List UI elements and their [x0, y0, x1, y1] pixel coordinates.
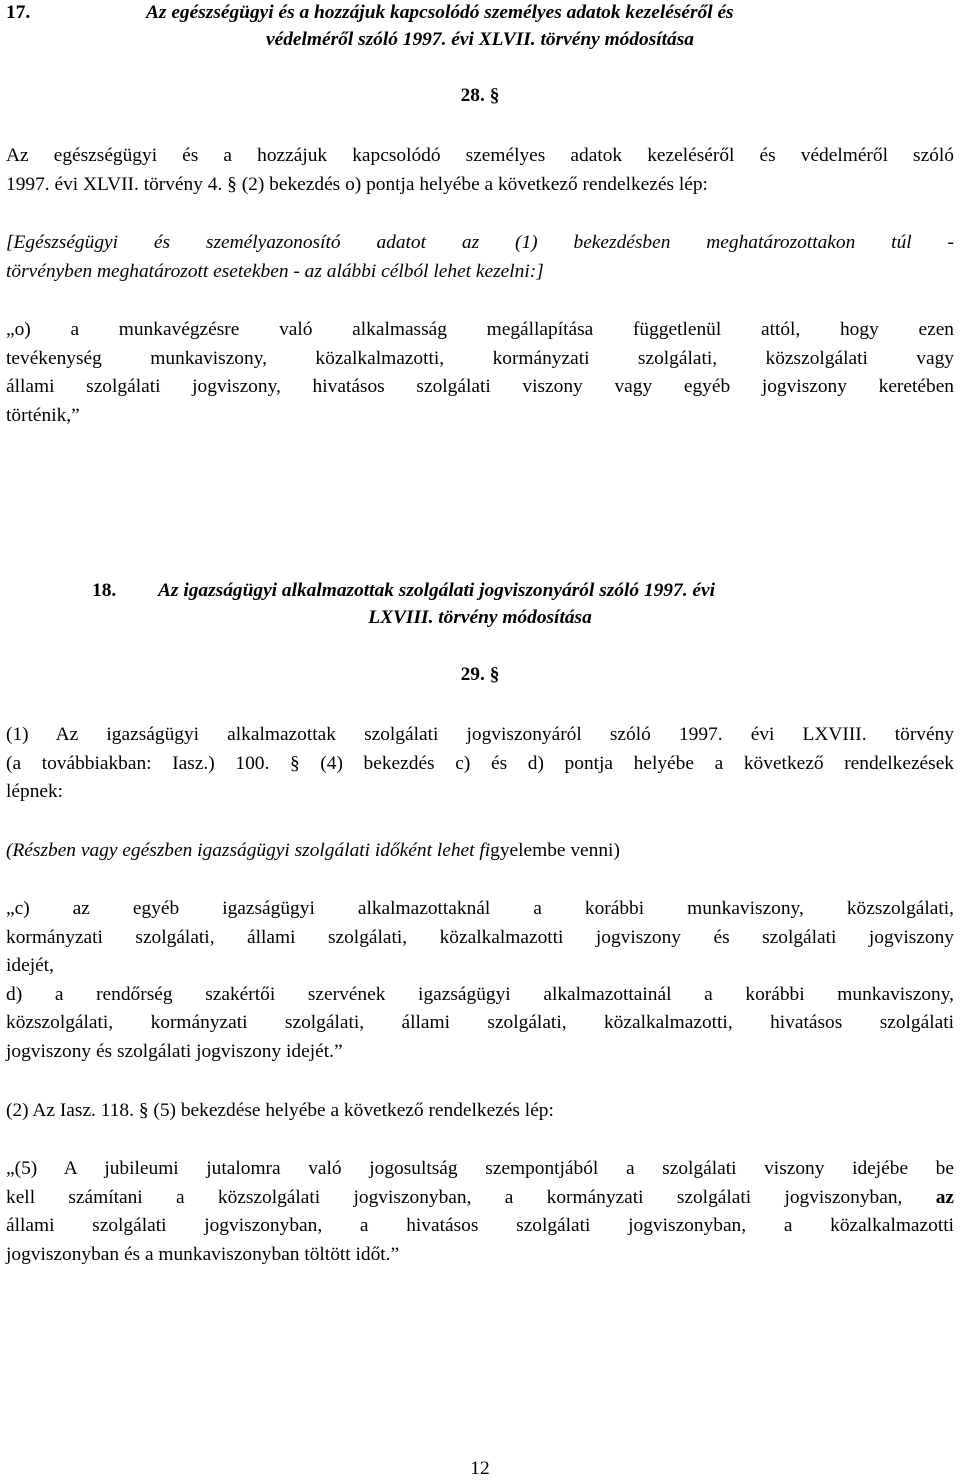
paragraph-29-number: 29. [460, 664, 485, 685]
paragraph-28-context-line2: törvényben meghatározott esetekben - az alábbi célból lehet kezelni:] [6, 260, 544, 282]
paragraph-28-context [6, 229, 954, 286]
paragraph-29-context [6, 837, 954, 866]
quote-5-line3: állami szolgálati jogviszonyban, a hivatásos szolgálati jogviszonyban, a közalkalmazotti [6, 1215, 954, 1236]
quote-5-line4: jogviszonyban és a munkaviszonyban töltött időt.” [6, 1243, 400, 1265]
paragraph-29-context-italic: (Részben vagy egészben igazságügyi szolgálati időként lehet fi [6, 840, 491, 861]
point-d-line1: d) a rendőrség szakértői szervének igazságügyi alkalmazottainál a korábbi munkaviszony, [6, 983, 954, 1005]
section-18-title-line2: LXVIII. törvény módosítása [368, 607, 592, 628]
section-17-title-line2: védelméről szóló 1997. évi XLVII. törvény módosítása [266, 29, 694, 50]
paragraph-29-context-roman: gyelembe venni) [490, 840, 620, 861]
section-18-number: 18. [92, 580, 117, 601]
paragraph-28-body [6, 142, 954, 199]
section-17-number: 17. [6, 2, 31, 23]
paragraph-28-body-line1: Az egészségügyi és a hozzájuk kapcsolódó személyes adatok kezeléséről és védelméről szóló [6, 145, 954, 166]
point-c-line3: idejét, [6, 955, 54, 976]
paragraph-29-subsection-2: (2) Az Iasz. 118. § (5) bekezdése helyébe a következő rendelkezés lép: [6, 1100, 554, 1121]
quote-5-line2-bold: az [935, 1186, 954, 1208]
point-d-line2: közszolgálati, kormányzati szolgálati, állami szolgálati, közalkalmazotti, hivatásos szolgálati [6, 1012, 954, 1033]
paragraph-29-p1-line3: lépnek: [6, 781, 64, 802]
quote-5-line1: „(5) A jubileumi jutalomra való jogosultság szempontjából a szolgálati viszony idejébe be [6, 1158, 954, 1179]
paragraph-29-point-c [6, 895, 954, 1066]
point-d-line3: jogviszony és szolgálati jogviszony idejét.” [6, 1040, 343, 1062]
paragraph-29-quote-5 [6, 1155, 954, 1269]
page-number: 12 [470, 1458, 490, 1479]
quote-5-line2-text: kell számítani a közszolgálati jogviszonyban, a kormányzati szolgálati jogviszonyban, [6, 1186, 936, 1208]
section-17-title-line1: Az egészségügyi és a hozzájuk kapcsolódó személyes adatok kezeléséről és [146, 2, 734, 23]
paragraph-29-mark [0, 664, 960, 686]
section-sign: § [489, 664, 500, 685]
paragraph-28-quote-line4: történik,” [6, 404, 80, 426]
point-c-line2: kormányzati szolgálati, állami szolgálati, közalkalmazotti jogviszony és szolgálati jogviszony [6, 926, 954, 948]
quote-5-line2 [6, 1184, 954, 1213]
paragraph-28-quote [6, 316, 954, 430]
paragraph-28-number: 28. [460, 85, 485, 106]
paragraph-29-subsection-1 [6, 721, 954, 807]
point-c-line1: „c) az egyéb igazságügyi alkalmazottaknál a korábbi munkaviszony, közszolgálati, [6, 898, 954, 919]
paragraph-29-p1-line2: (a továbbiakban: Iasz.) 100. § (4) bekezdés c) és d) pontja helyébe a következő rendelkezések [6, 752, 954, 774]
section-18-title-line1: Az igazságügyi alkalmazottak szolgálati jogviszonyáról szóló 1997. évi [158, 580, 715, 601]
paragraph-28-body-line2: 1997. évi XLVII. törvény 4. § (2) bekezdés o) pontja helyébe a következő rendelkezés lép: [6, 173, 708, 195]
paragraph-29-p1-line1: (1) Az igazságügyi alkalmazottak szolgálati jogviszonyáról szóló 1997. évi LXVIII. törvény [6, 724, 954, 745]
paragraph-28-quote-line3: állami szolgálati jogviszony, hivatásos szolgálati viszony vagy egyéb jogviszony keretében [6, 376, 954, 397]
paragraph-28-context-line1: [Egészségügyi és személyazonosító adatot az (1) bekezdésben meghatározottakon túl - [6, 232, 954, 253]
paragraph-28-quote-line2: tevékenység munkaviszony, közalkalmazotti, kormányzati szolgálati, közszolgálati vagy [6, 347, 954, 369]
paragraph-28-mark [0, 85, 960, 107]
paragraph-28-quote-line1: „o) a munkavégzésre való alkalmasság megállapítása függetlenül attól, hogy ezen [6, 319, 954, 340]
section-sign: § [489, 85, 500, 106]
